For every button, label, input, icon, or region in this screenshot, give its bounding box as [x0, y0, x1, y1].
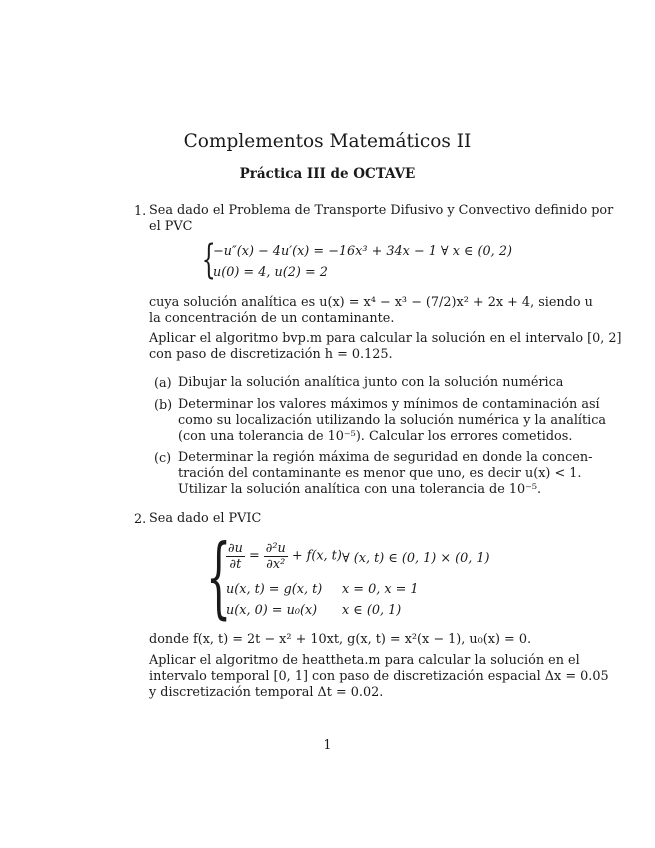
heat-equation-domain: ∀ (x, t) ∈ (0, 1) × (0, 1) — [342, 551, 490, 566]
left-brace: { — [201, 237, 216, 283]
item-c-label: (c) — [154, 451, 172, 466]
apply-heattheta-line2: intervalo temporal [0, 1] con paso de discretización espacial Δx = 0.05 — [149, 669, 609, 684]
apply-bvp-line1: Aplicar el algoritmo bvp.m para calcular la solución en el intervalo [0, 2] — [149, 331, 622, 346]
dt-denominator: ∂t — [229, 557, 242, 572]
item-b-line3: (con una tolerancia de 10⁻⁵). Calcular los errores cometidos. — [178, 429, 573, 444]
item-b-line1: Determinar los valores máximos y mínimos de contaminación así — [178, 397, 600, 412]
analytic-solution-line1: cuya solución analítica es u(x) = x⁴ − x³ − (7/2)x² + 2x + 4, siendo u — [149, 295, 593, 310]
item-b-label: (b) — [154, 398, 173, 413]
problem-1-number: 1. — [134, 204, 147, 219]
problem-1-intro-line1: Sea dado el Problema de Transporte Difusivo y Convectivo definido por — [149, 203, 614, 218]
apply-heattheta-line3: y discretización temporal Δt = 0.02. — [149, 685, 384, 700]
page-title: Complementos Matemáticos II — [183, 131, 472, 152]
pvc-boundary-conditions: u(0) = 4, u(2) = 2 — [213, 265, 328, 280]
item-b-line2: como su localización utilizando la solución numérica y la analítica — [178, 413, 607, 428]
apply-bvp-line2: con paso de discretización h = 0.125. — [149, 347, 393, 362]
boundary-condition-domain: x = 0, x = 1 — [342, 582, 419, 597]
problem-2-intro: Sea dado el PVIC — [149, 511, 262, 526]
item-c-line2: tración del contaminante es menor que uno, es decir u(x) < 1. — [178, 466, 582, 481]
problem-2-number: 2. — [134, 512, 147, 527]
apply-heattheta-line1: Aplicar el algoritmo de heattheta.m para calcular la solución en el — [149, 653, 580, 668]
boundary-condition: u(x, t) = g(x, t) — [226, 582, 323, 597]
page-number: 1 — [323, 738, 332, 753]
item-a-label: (a) — [154, 376, 172, 391]
source-term: + f(x, t) — [291, 548, 342, 564]
function-definitions: donde f(x, t) = 2t − x² + 10xt, g(x, t) = x²(x − 1), u₀(x) = 0. — [149, 632, 532, 647]
item-c-line1: Determinar la región máxima de seguridad en donde la concen- — [178, 450, 593, 465]
du-dt-fraction — [226, 541, 245, 572]
d2u-numerator: ∂²u — [265, 541, 286, 556]
problem-1-intro-line2: el PVC — [149, 219, 193, 234]
item-a-line1: Dibujar la solución analítica junto con la solución numérica — [178, 375, 564, 390]
d2u-dx2-fraction — [264, 541, 288, 572]
item-c-line3: Utilizar la solución analítica con una tolerancia de 10⁻⁵. — [178, 482, 542, 497]
page-subtitle: Práctica III de OCTAVE — [239, 166, 416, 182]
initial-condition: u(x, 0) = u₀(x) — [226, 603, 318, 618]
dx2-denominator: ∂x² — [266, 557, 286, 572]
left-brace: { — [206, 525, 232, 628]
heat-equation: $\frac{\partial u}{\partial t}$ = $\frac{\text{∂²u}}{\text{∂x²}}$ + f(x, t) — [228, 541, 342, 572]
analytic-solution-line2: la concentración de un contaminante. — [149, 311, 395, 326]
du-numerator: ∂u — [228, 541, 243, 556]
pvc-equation: −u″(x) − 4u′(x) = −16x³ + 34x − 1 ∀ x ∈ (0, 2) — [213, 244, 512, 259]
initial-condition-domain: x ∈ (0, 1) — [342, 603, 402, 618]
